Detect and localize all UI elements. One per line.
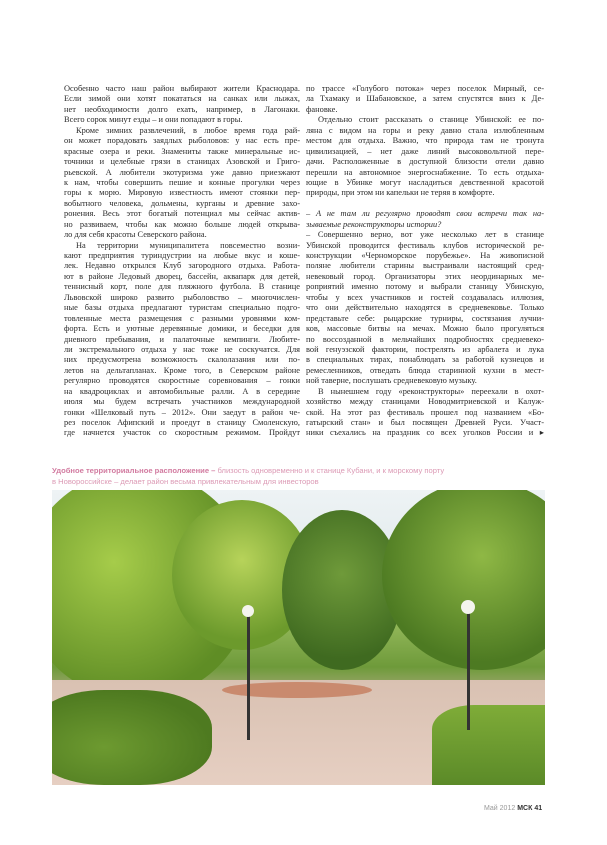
text-line: июля мы будем встречать участников международной bbox=[64, 397, 300, 407]
text-line: В нынешнем году «реконструкторы» переехали в охот- bbox=[318, 386, 544, 396]
text-line: ют в районе Ледовый дворец, бассейн, аквапарк для детей, bbox=[64, 271, 300, 281]
photo-caption bbox=[52, 465, 552, 487]
text-line: зываемые реконструкторы истории? bbox=[306, 219, 442, 229]
article-column-left bbox=[64, 84, 300, 439]
text-line: дневного пребывания, и палаточные кемпинги. Любите- bbox=[64, 334, 300, 344]
text-line: природы, при этом ни капельки не теряя в комфорте. bbox=[306, 188, 495, 198]
page-footer bbox=[484, 805, 542, 812]
caption-text-1: близость одновременно и к станице Кубани, и к морскому порту bbox=[215, 466, 445, 475]
article-column-right bbox=[306, 84, 544, 439]
text-line: Если зимой они хотят покататься на санках или лыжах, bbox=[64, 94, 300, 104]
magazine-name: МСК bbox=[517, 805, 533, 812]
text-line: рез поселок Афипский и проедут в станицу Смоленскую, bbox=[64, 418, 300, 427]
text-line: теннисный корт, поле для пляжного футбола. В станице bbox=[64, 282, 300, 292]
text-line: точники и целебные грязи в станицах Азовской и Григо- bbox=[64, 157, 300, 167]
text-line: в специальных тирах, понаблюдать за работой кузнецов и bbox=[306, 355, 544, 365]
text-line: роприятий именно потому и выбрали станицу Убинскую, bbox=[306, 282, 544, 292]
text-line: них предусмотрена возможность скалолазания или по- bbox=[64, 355, 300, 365]
text-line: хозяйство между станицами Новодмитриевской и Калуж- bbox=[306, 397, 544, 407]
text-line: он может порадовать заядлых рыболовов: у нас есть пре- bbox=[64, 136, 300, 146]
caption-text-2: в Новороссийске – делает район весьма привлекательным для инвесторов bbox=[52, 477, 319, 486]
text-line: ской. На этот раз фестиваль прошел под названием «Бо- bbox=[306, 407, 544, 417]
text-line: что они действительно находятся в средневековье. Только bbox=[306, 303, 544, 313]
text-line: к нам, чтобы совершить пешие и конные прогулки через bbox=[64, 177, 300, 187]
text-line: представьте себе: рыцарские турниры, состязания лучни- bbox=[306, 313, 544, 323]
paragraph-spacer bbox=[306, 199, 544, 209]
text-line: ной таверне, послушать средневековую музыку. bbox=[306, 376, 477, 386]
text-line: вой генуэзской фактории, пострелять из арбалета и лука bbox=[306, 344, 544, 354]
text-line: но развиваем, чтобы как можно больше людей открыва- bbox=[64, 219, 300, 229]
issue-date: Май 2012 bbox=[484, 805, 516, 812]
text-line: фановке. bbox=[306, 104, 338, 114]
text-line: рьевской. А любители экотуризма уже давно приезжают bbox=[64, 167, 300, 177]
park-photo bbox=[52, 490, 545, 785]
text-line: ло для себя красоты Северского района. bbox=[64, 230, 207, 240]
text-line: цивилизацией, – нет даже линий высоковольтной пере- bbox=[306, 146, 544, 156]
text-line: форта. Есть и уютные деревянные домики, и беседки для bbox=[64, 324, 300, 334]
text-line: перешли на автономное энергоснабжение. То есть отдыха- bbox=[306, 167, 544, 177]
text-line: кают предприятия туриндустрии на любые вкус и коше- bbox=[64, 251, 300, 260]
text-line: чтобы у всех участников и гостей создавалась иллюзия, bbox=[306, 292, 544, 302]
text-line: Особенно часто наш район выбирают жители Краснодара. bbox=[64, 84, 300, 93]
text-line: На территории муниципалитета повсеместно возни- bbox=[76, 240, 300, 250]
text-line: на квадроциклах и автомобильные ралли. А в середине bbox=[64, 386, 300, 396]
text-line: ные базы отдыха предлагают туристам специально подго- bbox=[64, 303, 300, 313]
text-line: конструкции «Черноморское порубежье». На живописной bbox=[306, 251, 544, 260]
caption-lead: Удобное территориальное расположение – bbox=[52, 466, 216, 475]
text-line: по трассе «Голубого потока» через поселок Мирный, се- bbox=[306, 84, 544, 93]
text-line: гатырский стан» и был посвящен Древней Руси. Участ- bbox=[306, 418, 544, 427]
text-line: ков, массовые битвы на мечах. Можно было прогуляться bbox=[306, 324, 544, 334]
text-line: Отдельно стоит рассказать о станице Убинской: ее по- bbox=[318, 115, 544, 125]
text-line: где начнется участок со скоростным режимом. Пройдут bbox=[64, 428, 300, 438]
text-line: невековый город. Организаторы этих неординарных ме- bbox=[306, 271, 544, 281]
text-line: ремесленников, отведать блюда старинной кухни в мест- bbox=[306, 365, 544, 375]
text-line: ляна с видом на горы и реку давно стала излюбленным bbox=[306, 125, 544, 135]
text-line: ла Тхамаку и Шабановское, а затем спустятся вниз к Де- bbox=[306, 94, 544, 104]
text-line: – Совершенно верно, вот уже несколько лет в станице bbox=[306, 230, 544, 240]
text-line: ронения. Весь этот богатый потенциал мы сейчас актив- bbox=[64, 209, 300, 219]
text-line: ли экстремального отдыха у нас тоже не соскучатся. Для bbox=[64, 344, 300, 354]
text-line: дачи. Расположенные в доступной близости отели давно bbox=[306, 157, 544, 167]
text-line: – А не там ли регулярно проводят свои встречи так на- bbox=[306, 209, 544, 219]
text-line: Кроме зимних развлечений, в любое время года рай- bbox=[76, 125, 300, 135]
text-line: Всего сорок минут езды – и они попадают в горы. bbox=[64, 115, 243, 125]
text-line: нет необходимости долго ехать, например, в Лагонаки. bbox=[64, 104, 300, 114]
text-line: по воссозданной в мельчайших подробностях средневеко- bbox=[306, 334, 544, 344]
text-line: красные озера и реки. Знамениты также минеральные ис- bbox=[64, 146, 300, 156]
page-number: 41 bbox=[534, 805, 543, 812]
text-line: Убинской проводится фестиваль клубов исторической ре- bbox=[306, 240, 544, 250]
text-line: ющие в Убинке могут насладиться девственной красотой bbox=[306, 177, 544, 187]
text-line: ники съехались на праздник со всех уголков России и ▸ bbox=[306, 428, 544, 438]
text-line: гонки «Шелковый путь – 2012». Они заедут в район че- bbox=[64, 407, 300, 417]
text-line: лек. Недавно открылся Клуб загородного отдыха. Работа- bbox=[64, 261, 300, 271]
text-line: регулярно проводятся скоростные соревнования – гонки bbox=[64, 376, 300, 386]
text-line: летов на дельтапланах. Кроме того, в Северском районе bbox=[64, 365, 300, 375]
text-line: Львовской широко развито рыболовство – многочислен- bbox=[64, 292, 300, 302]
text-line: местом для отдыха. Важно, что природа там не тронута bbox=[306, 136, 544, 146]
text-line: горы к морю. Мировую известность имеют стоянки пер- bbox=[64, 188, 300, 198]
text-line: товленные места размещения с разными уровнями ком- bbox=[64, 313, 300, 323]
text-line: поляне любители старины выстраивали настоящий сред- bbox=[306, 261, 544, 271]
text-line: вобытного человека, дольмены, курганы и древние захо- bbox=[64, 198, 300, 208]
